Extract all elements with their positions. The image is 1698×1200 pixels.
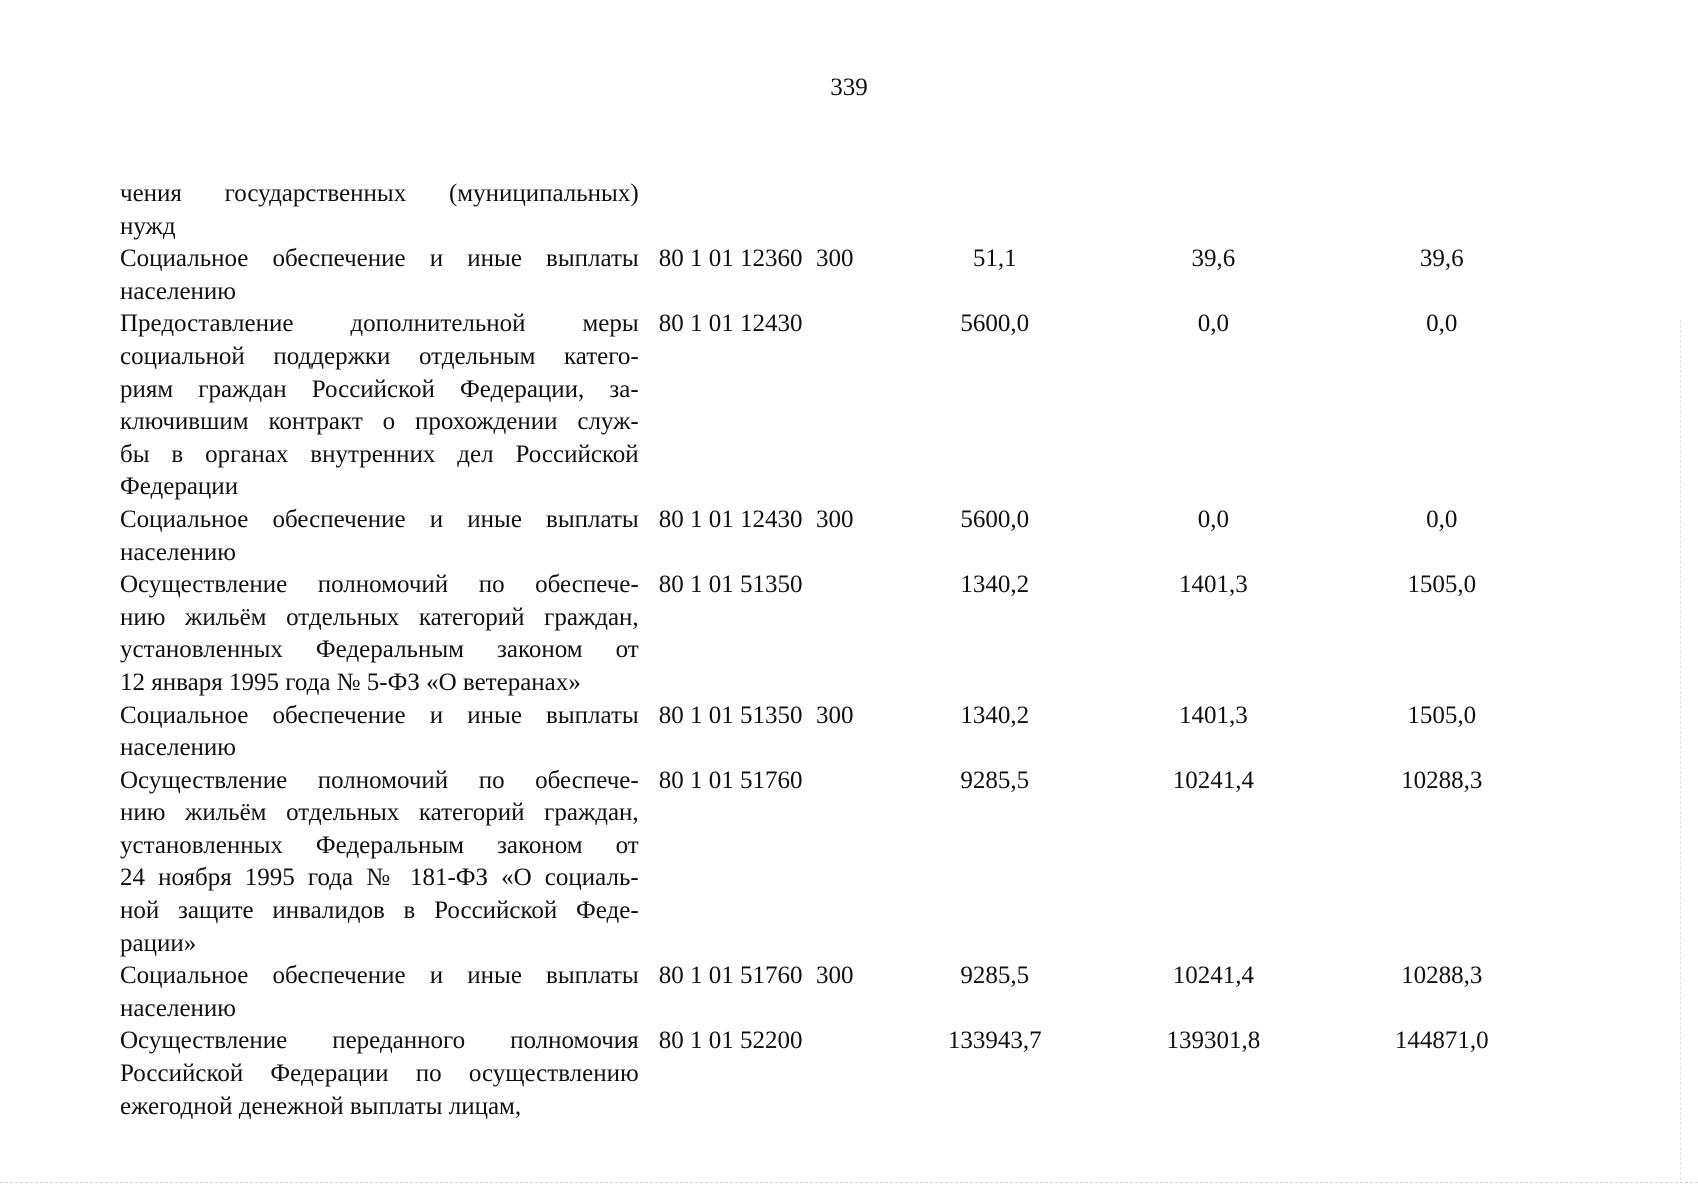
budget-table [120, 178, 1540, 1123]
amount-year-2: 10241,4 [1172, 766, 1254, 794]
row-name-line: Федерации [120, 473, 239, 501]
table-row [120, 308, 1540, 504]
row-name-line: чения государственных (муниципальных) [120, 180, 639, 207]
row-name-line: населению [120, 994, 236, 1022]
amount-year-1: 1340,2 [960, 701, 1030, 729]
row-name [120, 504, 639, 569]
row-name [120, 700, 639, 765]
row-name [120, 308, 639, 504]
amount-year-2: 0,0 [1197, 505, 1229, 533]
target-article-code: 80 1 01 12430 [658, 505, 803, 533]
amount-year-1: 9285,5 [960, 766, 1030, 794]
amount-year-2: 10241,4 [1172, 962, 1254, 990]
row-name-line: Осуществление полномочий по обеспече- [120, 571, 639, 599]
target-article-code: 80 1 01 51760 [658, 962, 803, 990]
table-row [120, 243, 1540, 308]
row-name-line: Социальное обеспечение и иные выплаты [120, 701, 639, 729]
target-article-code: 80 1 01 51350 [658, 701, 803, 729]
row-name-line: населению [120, 277, 236, 305]
row-name-line: 24 ноября 1995 года № 181-ФЗ «О социаль- [120, 864, 639, 892]
amount-year-1: 5600,0 [960, 310, 1030, 338]
amount-year-3: 1505,0 [1407, 701, 1477, 729]
row-name [120, 960, 639, 1025]
row-name [120, 243, 639, 308]
expense-type-code: 300 [816, 245, 854, 273]
row-name-line: нужд [120, 212, 176, 240]
row-name-line: населению [120, 538, 236, 566]
row-name-line: бы в органах внутренних дел Российской [120, 440, 639, 468]
row-name-line: установленных Федеральным законом от [120, 636, 639, 664]
row-name-line: ежегодной денежной выплаты лицам, [120, 1092, 522, 1120]
table-row [120, 700, 1540, 765]
table-row [120, 1025, 1540, 1123]
scan-edge-line [0, 1182, 1698, 1183]
row-name [120, 1025, 639, 1123]
amount-year-2: 139301,8 [1166, 1027, 1261, 1055]
amount-year-3: 144871,0 [1394, 1027, 1489, 1055]
row-name-line: установленных Федеральным законом от [120, 831, 639, 859]
amount-year-3: 0,0 [1426, 310, 1458, 338]
amount-year-3: 39,6 [1419, 245, 1464, 273]
amount-year-1: 9285,5 [960, 962, 1030, 990]
amount-year-3: 1505,0 [1407, 571, 1477, 599]
row-name [120, 765, 639, 961]
row-name [120, 178, 639, 243]
amount-year-3: 0,0 [1426, 505, 1458, 533]
expense-type-code: 300 [816, 962, 854, 990]
row-name-line: Осуществление переданного полномочия [120, 1027, 639, 1055]
table-row [120, 765, 1540, 961]
row-name-line: рации» [120, 929, 197, 957]
target-article-code: 80 1 01 12360 [658, 245, 803, 273]
row-name-line: ключившим контракт о прохождении служ- [120, 408, 639, 436]
row-name-line: 12 января 1995 года № 5-ФЗ «О ветеранах» [120, 668, 581, 696]
row-name-line: нию жильём отдельных категорий граждан, [120, 799, 639, 827]
amount-year-2: 1401,3 [1178, 571, 1248, 599]
amount-year-1: 1340,2 [960, 571, 1030, 599]
page-number: 339 [830, 74, 868, 101]
row-name-line: нию жильём отдельных категорий граждан, [120, 603, 639, 631]
table-row [120, 569, 1540, 699]
row-name-line: ной защите инвалидов в Российской Феде- [120, 897, 639, 925]
row-name-line: Осуществление полномочий по обеспече- [120, 766, 639, 794]
row-name-line: Социальное обеспечение и иные выплаты [120, 505, 639, 533]
target-article-code: 80 1 01 52200 [658, 1027, 803, 1055]
target-article-code: 80 1 01 51350 [658, 571, 803, 599]
row-name [120, 569, 639, 699]
table-row [120, 504, 1540, 569]
row-name-line: социальной поддержки отдельным катего- [120, 342, 639, 370]
amount-year-3: 10288,3 [1401, 962, 1483, 990]
table-row [120, 960, 1540, 1025]
row-name-line: Предоставление дополнительной меры [120, 310, 639, 338]
expense-type-code: 300 [816, 505, 854, 533]
amount-year-3: 10288,3 [1401, 766, 1483, 794]
amount-year-2: 0,0 [1197, 310, 1229, 338]
row-name-line: риям граждан Российской Федерации, за- [120, 375, 639, 403]
row-name-line: населению [120, 734, 236, 762]
target-article-code: 80 1 01 12430 [658, 310, 803, 338]
amount-year-2: 1401,3 [1178, 701, 1248, 729]
row-name-line: Социальное обеспечение и иные выплаты [120, 245, 639, 273]
expense-type-code: 300 [816, 701, 854, 729]
row-name-line: Социальное обеспечение и иные выплаты [120, 962, 639, 990]
target-article-code: 80 1 01 51760 [658, 766, 803, 794]
amount-year-1: 5600,0 [960, 505, 1030, 533]
amount-year-1: 51,1 [972, 245, 1017, 273]
amount-year-2: 39,6 [1191, 245, 1236, 273]
amount-year-1: 133943,7 [947, 1027, 1042, 1055]
table-row [120, 178, 1540, 243]
scan-side-line [1680, 320, 1681, 1180]
row-name-line: Российской Федерации по осуществлению [120, 1060, 639, 1088]
